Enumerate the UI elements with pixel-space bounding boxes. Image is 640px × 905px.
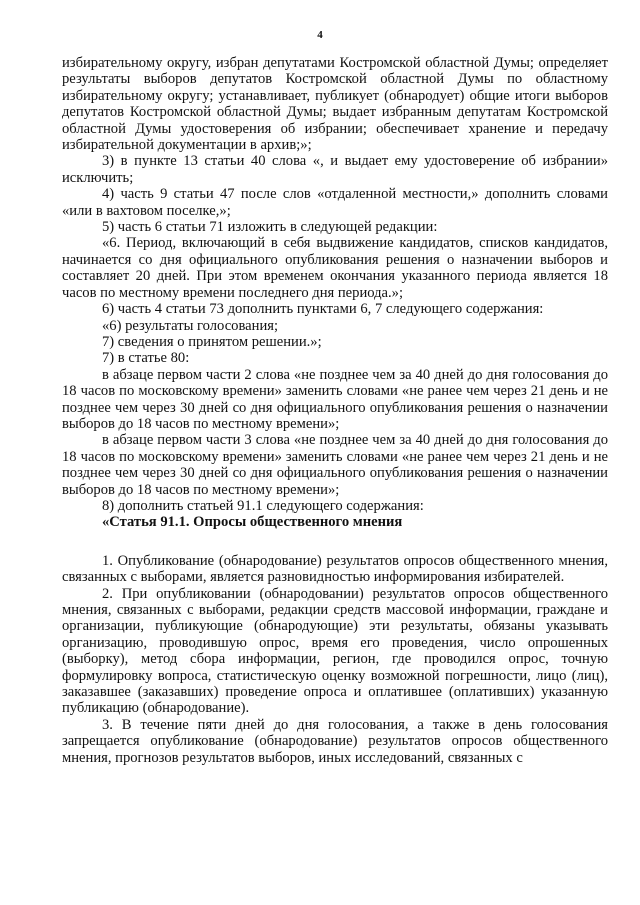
paragraph-item-7: 7) в статье 80: bbox=[102, 350, 190, 367]
paragraph-item-4: 4) часть 9 статьи 47 после слов «отдаленной местности,» дополнить словами «или в вахтовом поселке,»; bbox=[62, 186, 608, 219]
paragraph-subitem-7: 7) сведения о принятом решении.»; bbox=[102, 333, 322, 350]
article-part-3: 3. В течение пяти дней до дня голосования, а также в день голосования запрещается опубликование (обнародование) результатов опросов общественного мнения, прогнозов результатов выборов, иных исследований, связанных с bbox=[62, 716, 608, 766]
article-part-1: 1. Опубликование (обнародование) результатов опросов общественного мнения, связанных с выборами, является разновидностью информирования избирателей. bbox=[62, 552, 608, 586]
page-number: 4 bbox=[317, 29, 323, 41]
paragraph-item-8: 8) дополнить статьей 91.1 следующего содержания: bbox=[102, 497, 424, 514]
document-body bbox=[62, 55, 608, 766]
article-heading: «Статья 91.1. Опросы общественного мнения bbox=[102, 514, 403, 531]
paragraph-continuation: избирательному округу, избран депутатами Костромской областной Думы; определяет результаты выборов депутатов Костромской областной Думы по областному избирательному округу; устанавливает, публикует (обнародует) общие итоги выборов депутатов Костромской областной Думы; выдает избранным депутатам Костромской областной Думы удостоверения об избрании; обеспечивает хранение и передачу избирательной документации в архив;»; bbox=[62, 55, 608, 154]
section-spacer bbox=[62, 531, 608, 553]
article-part-2: 2. При опубликовании (обнародовании) результатов опросов общественного мнения, связанных с выборами, редакции средств массовой информации, граждане и организации, публикующие (обнародующие) эти результаты, обязаны указывать организацию, проводившую опрос, время его проведения, число опрошенных (выборку), метод сбора информации, регион, где проводился опрос, точную формулировку вопроса, статистическую оценку возможной погрешности, лицо (лиц), заказавшее (заказавших) проведение опроса и оплатившее (оплативших) указанную публикацию (обнародование). bbox=[62, 585, 608, 717]
paragraph-subitem-6: «6) результаты голосования; bbox=[102, 317, 279, 334]
paragraph-item-5: 5) часть 6 статьи 71 изложить в следующей редакции: bbox=[102, 219, 438, 236]
paragraph-quote-part-6: «6. Период, включающий в себя выдвижение кандидатов, списков кандидатов, начинается со дня официального опубликования решения о назначении выборов и составляет 20 дней. При этом временем окончания указанного периода является 18 часов по местному времени последнего дня периода.»; bbox=[62, 235, 608, 301]
paragraph-article-80-part-2: в абзаце первом части 2 слова «не позднее чем за 40 дней до дня голосования до 18 часов по московскому времени» заменить словами «не ранее чем через 21 день и не позднее чем через 30 дней со дня официального опубликования решения о назначении выборов до 18 часов по местному времени»; bbox=[62, 366, 608, 432]
paragraph-item-3: 3) в пункте 13 статьи 40 слова «, и выдает ему удостоверение об избрании» исключить; bbox=[62, 153, 608, 186]
paragraph-article-80-part-3: в абзаце первом части 3 слова «не позднее чем за 40 дней до дня голосования до 18 часов по московскому времени» заменить словами «не ранее чем через 21 день и не позднее чем через 30 дней со дня официального опубликования решения о назначении выборов до 18 часов по местному времени»; bbox=[62, 432, 608, 498]
paragraph-item-6: 6) часть 4 статьи 73 дополнить пунктами 6, 7 следующего содержания: bbox=[102, 301, 544, 318]
